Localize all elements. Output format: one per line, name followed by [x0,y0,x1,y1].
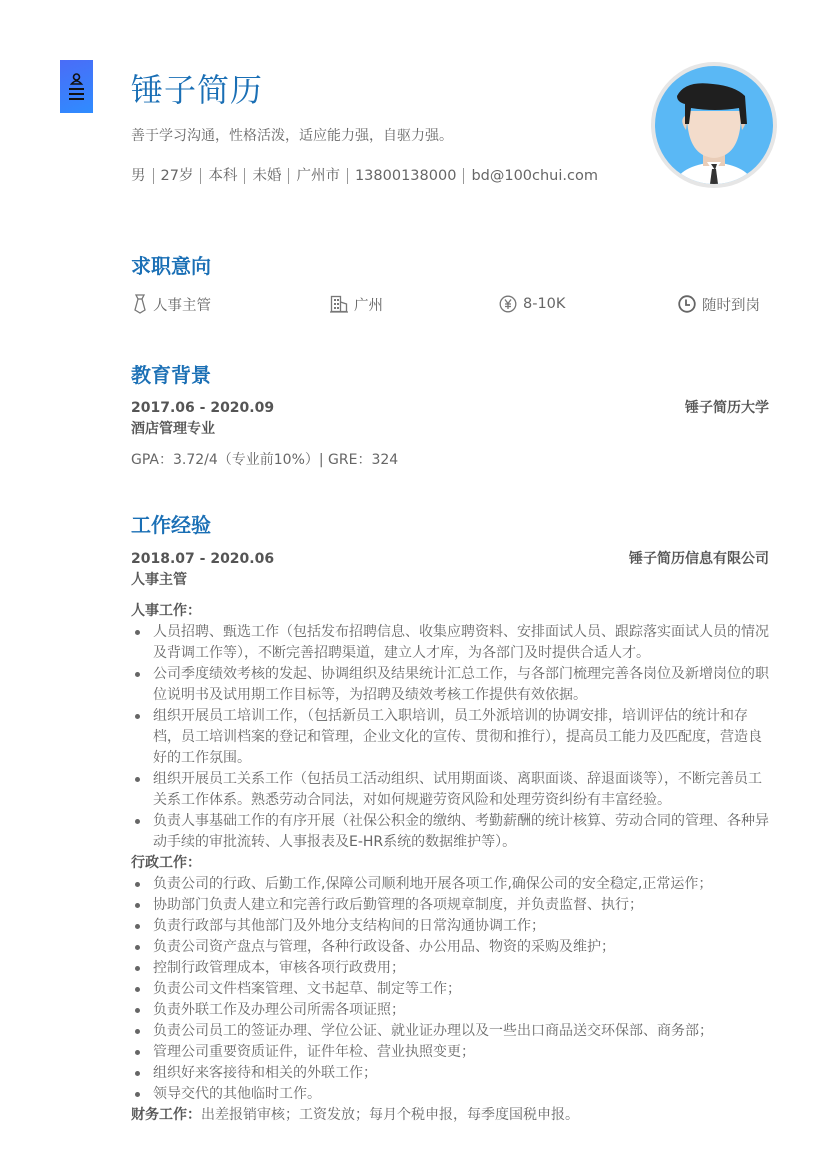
list-item: 控制行政管理成本，审核各项行政费用； [131,958,771,979]
intent-salary-label: 8-10K [523,296,566,312]
education-detail: GPA：3.72/4（专业前10%）| GRE：324 [131,452,399,468]
finance-work [131,1105,771,1126]
info-marital: 未婚 [252,168,282,184]
list-item: 组织开展员工关系工作（包括员工活动组织、试用期面谈、离职面谈、辞退面谈等），不断完善员工关系工作体系。熟悉劳动合同法，对如何规避劳资风险和处理劳资纠纷有丰富经验。 [131,769,771,811]
work-description [131,601,771,1126]
section-title-education: 教育背景 [131,363,211,387]
intent-position-label: 人事主管 [153,297,211,314]
education-school: 锤子简历大学 [685,400,769,416]
finance-work-text: 出差报销审核；工资发放；每月个税申报，每季度国税申报。 [201,1107,579,1123]
avatar [651,62,777,188]
divider [153,168,154,184]
info-city: 广州市 [296,168,340,184]
tie-icon [133,294,147,314]
list-item: 负责公司员工的签证办理、学位公证、就业证办理以及一些出口商品送交环保部、商务部； [131,1021,771,1042]
work-company: 锤子简历信息有限公司 [629,551,769,567]
job-intent-row [131,292,771,316]
list-item: 领导交代的其他临时工作。 [131,1084,771,1105]
work-header [131,549,769,569]
divider [347,168,348,184]
section-title-intent: 求职意向 [131,254,211,278]
resume-logo [60,60,93,113]
building-icon [330,295,348,313]
hr-work-label: 人事工作： [131,603,201,619]
resume-name: 锤子简历 [131,71,264,109]
section-title-work: 工作经验 [131,513,211,537]
list-item: 组织开展员工培训工作，（包括新员工入职培训，员工外派培训的协调安排，培训评估的统计和存档，员工培训档案的登记和管理，企业文化的宣传、贯彻和推行），提高员工能力及匹配度，营造良好的工作氛围。 [131,706,771,769]
intent-position [133,292,211,316]
list-item: 人员招聘、甄选工作（包括发布招聘信息、收集应聘资料、安排面试人员、跟踪落实面试人员的情况及背调工作等），不断完善招聘渠道，建立人才库，为各部门及时提供合适人才。 [131,622,771,664]
info-gender: 男 [131,168,146,184]
list-item: 负责公司的行政、后勤工作,保障公司顺利地开展各项工作,确保公司的安全稳定,正常运作； [131,874,771,895]
education-period: 2017.06 - 2020.09 [131,400,275,416]
motto: 善于学习沟通，性格活泼，适应能力强，自驱力强。 [131,128,453,144]
person-list-icon [68,72,85,102]
education-header [131,398,769,418]
list-item: 公司季度绩效考核的发起、协调组织及结果统计汇总工作，与各部门梳理完善各岗位及新增岗位的职位说明书及试用期工作目标等，为招聘及绩效考核工作提供有效依据。 [131,664,771,706]
list-item: 协助部门负责人建立和完善行政后勤管理的各项规章制度，并负责监督、执行； [131,895,771,916]
finance-work-label: 财务工作： [131,1107,201,1123]
list-item: 管理公司重要资质证件，证件年检、营业执照变更； [131,1042,771,1063]
list-item: 负责人事基础工作的有序开展（社保公积金的缴纳、考勤薪酬的统计核算、劳动合同的管理、各种异动手续的审批流转、人事报表及E-HR系统的数据维护等）。 [131,811,771,853]
avatar-man-icon [655,66,773,184]
intent-city [330,292,383,316]
divider [244,168,245,184]
list-item: 负责公司文件档案管理、文书起草、制定等工作； [131,979,771,1000]
info-email: bd@100chui.com [471,168,598,184]
work-position: 人事主管 [131,572,187,588]
divider [463,168,464,184]
intent-availability [678,292,760,316]
admin-work-label: 行政工作： [131,855,201,871]
info-age: 27岁 [160,168,194,184]
clock-icon [678,295,696,313]
list-item: 组织好来客接待和相关的外联工作； [131,1063,771,1084]
hr-work-list [131,622,771,853]
intent-availability-label: 随时到岗 [702,297,760,314]
intent-city-label: 广州 [354,297,383,314]
list-item: 负责公司资产盘点与管理，各种行政设备、办公用品、物资的采购及维护； [131,937,771,958]
education-major: 酒店管理专业 [131,421,215,437]
list-item: 负责外联工作及办理公司所需各项证照； [131,1000,771,1021]
yen-icon [499,295,517,313]
info-degree: 本科 [208,168,238,184]
personal-info [131,165,598,187]
admin-work-list [131,874,771,1105]
divider [200,168,201,184]
divider [288,168,289,184]
intent-salary [499,292,565,316]
list-item: 负责行政部与其他部门及外地分支结构间的日常沟通协调工作； [131,916,771,937]
work-period: 2018.07 - 2020.06 [131,551,275,567]
info-phone: 13800138000 [354,168,457,184]
